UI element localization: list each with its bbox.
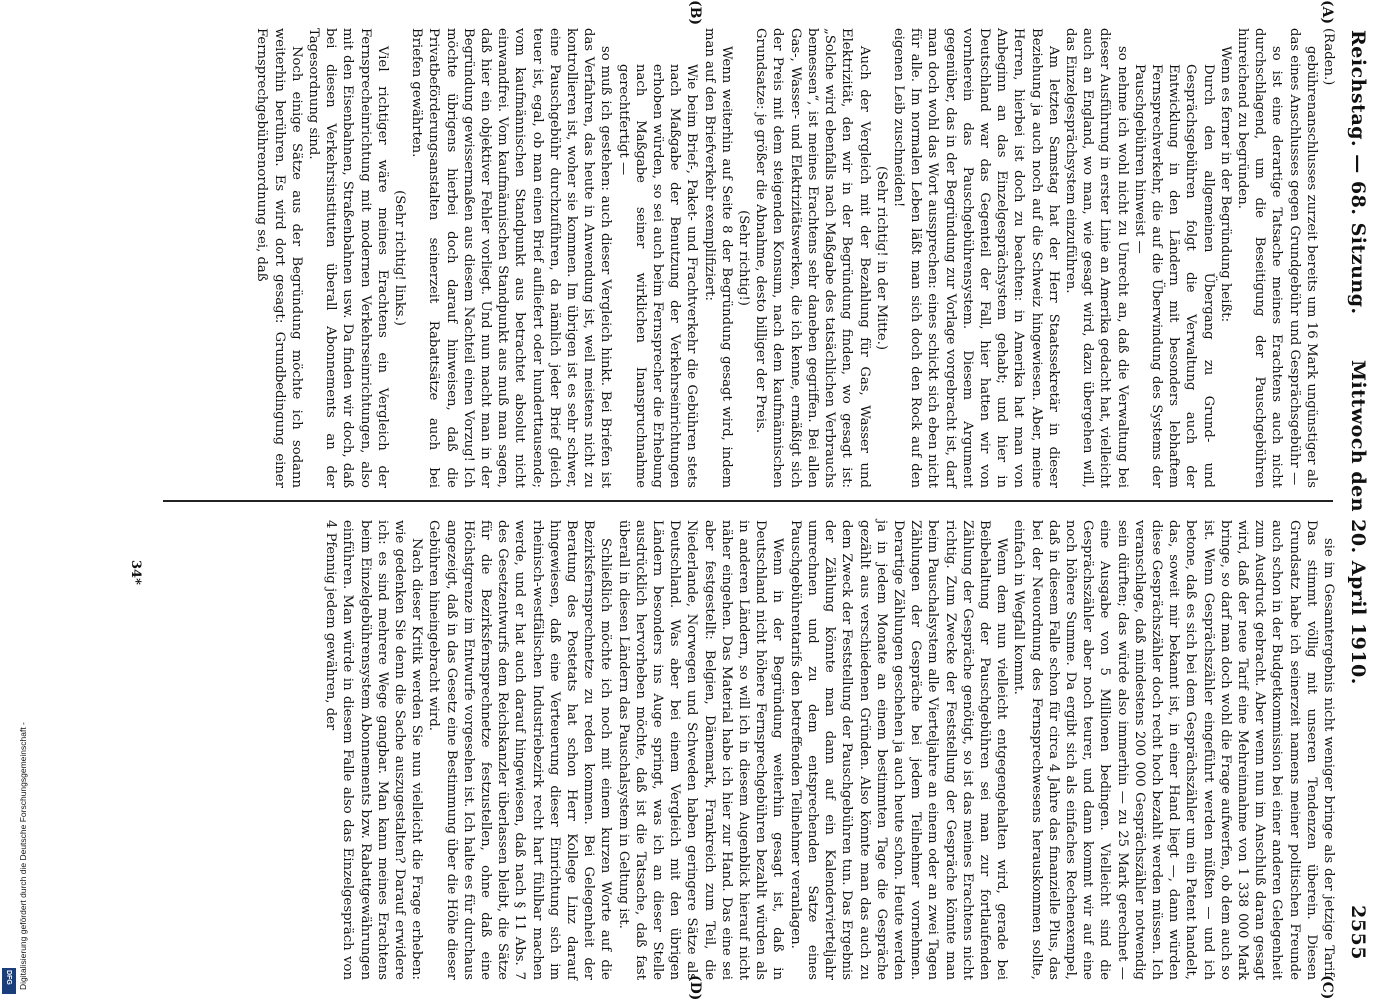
left-text-column	[253, 28, 1337, 488]
left-column-paragraph: Wenn es ferner in der Begründung heißt:	[1217, 46, 1233, 323]
page-number: 2555	[1347, 905, 1369, 960]
margin-marker-c: (C)	[1319, 975, 1335, 1000]
column-divider	[163, 500, 1333, 502]
header-date: Mittwoch den 20. April 1910.	[1347, 360, 1369, 685]
rotated-document-page	[50, 0, 1383, 1000]
left-column-paragraph: Viel richtiger wäre meines Erachtens ein Vergleich der Fernsprecheinrichtung mit modernen Verkehrseinrichtungen, also mit den Eisenbahnen, Straßenbahnen usw. Da finden wir doch, daß bei diesen Verkehrsinstituten überall Abonnements an der Tagesordnung sind.	[306, 28, 390, 488]
left-column-paragraph: Durch den allgemeinen Übergang zu Grund- und Gesprächsgebühren folgt die Verwaltung auch der Entwicklung in den Ländern mit besonders lebhaftem Fernsprechverkehr, die auf die Überwindung des Systems der Pauschgebühren hinweist —	[1131, 64, 1216, 488]
right-column-paragraph: sie im Gesamtergebnis nicht weniger bringe als der jetzige Tarif. Das stimmt völlig mit unseren Tendenzen überein. Diesen Grundsatz habe ich seinerzeit namens meiner politischen Freunde auch schon in der Budgetkommission bei einer anderen Gelegenheit zum Ausdruck gebracht. Aber wenn nun im Anschluß daran gesagt wird, daß der neue Tarif eine Mehreinnahme von 1 338 000 Mark bringe, so darf man doch wohl die Frage aufwerfen, ob dem auch so ist. Wenn Gesprächszähler eingeführt werden müßten — und ich betone, daß es sich bei dem Gesprächszähler um ein Patent handelt, das, soweit mir bekannt ist, in einer Hand liegt —, dann würden diese Gesprächszähler doch recht hoch bezahlt werden müssen. Ich veranschlage, daß mindestens 200 000 Gesprächszähler notwendig sein dürften; das würde also immerhin — zu 25 Mark gerechnet — eine Ausgabe von 5 Millionen bedingen. Vielleicht sind die Gesprächszähler aber noch teurer, und dann kommt wir auf eine noch höhere Summe. Da ergibt sich als einfaches Rechenexempel, daß in diesem Falle schon für circa 4 Jahre das finanzielle Plus, das bei der Neuordnung des Fernsprechwesens herauskommen sollte, einfach in Wegfall kommt.	[1011, 520, 1336, 980]
right-column-paragraph: Wenn dem nun vielleicht entgegengehalten wird, gerade bei Beibehaltung der Pauschgebühren sei man zur fortlaufenden Zählung der Gespräche genötigt, so ist das meines Erachtens nicht richtig. Zum Zwecke der Feststellung der Gespräche könnte man beim Pauschalsystem alle Vierteljahre an einem oder an zwei Tagen Zählungen der Gespräche bei jedem Teilnehmer vornehmen. Derartige Zählungen geschehen ja auch heute schon. Heute werden ja in jedem Monate an einem bestimmten Tage die Gespräche gezählt aus verschiedenen Gründen. Also könnte man das auch zu dem Zweck der Feststellung der Pauschgebühren tun. Das Ergebnis der Zählung könnte man dann auf ein Kalendervierteljahr umrechnen und zu dem entsprechenden Satze eines Pauschgebührentarifs den betreffenden Teilnehmer veranlagen.	[787, 520, 1010, 980]
left-column-paragraph: (Sehr richtig! in der Mitte.)	[873, 166, 889, 350]
digitization-footer	[2, 600, 28, 995]
left-column-paragraph: Auch der Vergleich mit der Bezahlung für Gas, Wasser und Elektrizität, den wir in der Begründung finden, wo gesagt ist: „Solche wird ebenfalls nach Maßgabe des tatsächlichen Verbrauchs bemessen“, ist meines Erachtens sehr daneben gegriffen. Bei allen Gas-, Wasser- und Elektrizitätswerken, die ich kenne, ermäßigt sich der Preis mit dem steigenden Konsum, nach dem kaufmännischen Grundsatze: je größer die Abnahme, desto billiger der Preis.	[753, 28, 872, 488]
left-column-paragraph: so muß ich gestehen: auch dieser Vergleich hinkt. Bei Briefen ist das Verfahren, das heute in Anwendung ist, weil meistens nicht zu kontrollieren ist, woher sie kommen. Im übrigen ist es sehr schwer, eine Pauschgebühr durchzuführen, da nämlich jeder Brief gleich teuer ist, egal, ob man einen Brief aufliefert oder hunderttausende; vom kaufmännischen Standpunkt aus betrachtet absolut nicht einwandfrei. Vom kaufmännischen Standpunkt aus muß man sagen, daß hier ein objektiver Fehler vorliegt. Und nun macht man in der Begründung gewissermaßen aus diesem Nachteil einen Vorzug! Ich möchte übrigens hierbei doch darauf hinweisen, daß die Privatbeförderungsanstalten seinerzeit Rabattsätze auch bei Briefen gewährten.	[409, 28, 614, 488]
right-column-paragraph: Wenn in der Begründung weiterhin gesagt ist, daß in Deutschland nicht höhere Fernsprechgebühren bezahlt würden als in anderen Ländern, so will ich in diesem Augenblick hierauf nicht näher eingehen. Das Material habe ich hier zur Hand. Das eine sei aber festgestellt: Belgien, Dänemark, Frankreich zum Teil, die Niederlande, Norwegen und Schweden haben geringere Sätze als Deutschland. Was aber bei einem Vergleich mit den übrigen Ländern besonders ins Auge springt, was ich an dieser Stelle ausdrücklich hervorheben möchte, daß ist die Tatsache, daß fast überall in diesen Ländern das Pauschalsystem in Geltung ist.	[615, 520, 786, 980]
left-column-paragraph: Wenn weiterhin auf Seite 8 der Begründung gesagt wird, indem man auf den Briefverkehr exemplifiziert:	[701, 28, 734, 488]
left-column-paragraph: (Sehr richtig! links.)	[392, 190, 408, 326]
left-column-paragraph: so nehme ich wohl nicht zu Unrecht an, daß die Verwaltung bei dieser Ausführung in erster Linie an Amerika gedacht hat, vielleicht auch an England, wo man, wie gesagt wird, dazu übergehen will, das Einzelgesprächsystem einzuführen.	[1062, 28, 1130, 488]
left-column-paragraph: (Sehr richtig!)	[736, 210, 752, 306]
signature-mark: 34*	[128, 560, 143, 585]
margin-marker-a: (A)	[1319, 0, 1335, 25]
left-column-paragraph: so ist eine derartige Tatsache meines Erachtens auch nicht durchschlagend, um die Beseitigung der Pauschgebühren hinreichend zu begründen.	[1234, 28, 1285, 488]
running-header	[1343, 0, 1371, 1000]
right-column-paragraph: Schließlich möchte ich noch mit einem kurzen Worte auf die Bezirksfernsprechnetze zu reden kommen. Bei Gelegenheit der Beratung des Postetats hat schon Herr Kollege Linz darauf hingewiesen, daß eine Verteuerung dieser Einrichtung sich im rheinisch-westfälischen Industriebezirk recht hart fühlbar machen werde, und er hat auch darauf hingewiesen, daß nach § 11 Abs. 7 des Gesetzentwurfs dem Reichskanzler überlassen bleibt, die Sätze für die Bezirksfernsprechnetze festzustellen, ohne daß eine Höchstgrenze im Entwurfe vorgesehen ist. Ich halte es für durchaus angezeigt, daß in das Gesetz eine Bestimmung über die Höhe dieser Gebühren hineingebracht wird.	[426, 520, 614, 980]
footer-credit: Digitalisierung gefördert durch die Deutsche Forschungsgemeinschaft -	[18, 722, 28, 990]
margin-marker-b: (B)	[687, 0, 703, 26]
left-column-paragraph: Am letzten Samstag hat der Herr Staatssekretär in dieser Beziehung ja auch noch auf die Schweiz hingewiesen. Aber, meine Herren, hierbei ist doch zu beachten: in Amerika hat man von Anbeginn an das Einzelgesprächsystem gehabt; und hier in Deutschland war das Gegenteil der Fall, hier hatten wir von vornherein das Pauschgebührensystem. Diesem Argument gegenüber, das in der Begründung zur Vorlage vorgebracht ist, darf man doch wohl das Wort aussprechen: eines schickt sich eben nicht für alle. Im normalen Leben läßt man sich doch den Rock auf den eigenen Leib zuschneiden!	[890, 28, 1061, 488]
left-column-paragraph: Noch einige Sätze aus der Begründung möchte ich sodann weiterhin berühren. Es wird dort gesagt: Grundbedingung einer Fernsprechgebührenordnung sei, daß	[254, 28, 304, 488]
dfg-logo: DFG	[2, 968, 16, 994]
right-text-column	[322, 520, 1337, 980]
left-column-paragraph: Wie beim Brief-, Paket- und Frachtverkehr die Gebühren stets nach Maßgabe der Benutzung der Verkehrseinrichtungen erhoben würden, so sei auch beim Fernsprecher die Erhebung nach Maßgabe seiner wirklichen Inanspruchnahme gerechtfertigt —	[615, 64, 700, 488]
margin-marker-d: (D)	[687, 975, 703, 1000]
left-column-paragraph: (Raden.)	[1321, 28, 1336, 86]
left-column-paragraph: gebührenanschlusses zurzeit bereits um 16 Mark ungünstiger als das eines Anschlusses gegen Grundgebühr und Gesprächsgebühr —	[1286, 28, 1319, 488]
right-column-paragraph: Nach dieser Kritik werden Sie nun vielleicht die Frage erheben: wie gedenken Sie denn die Sache auszugestalten? Darauf erwidere ich: es sind mehrere Wege gangbar. Man kann meines Erachtens beim Einzelgebührensystem Abonnements bzw. Rabattgewährungen einführen. Man würde in diesem Falle also das Einzelgespräch von 4 Pfennig jedem gewähren, der	[323, 520, 425, 980]
header-left: Reichstag. — 68. Sitzung.	[1347, 30, 1369, 315]
